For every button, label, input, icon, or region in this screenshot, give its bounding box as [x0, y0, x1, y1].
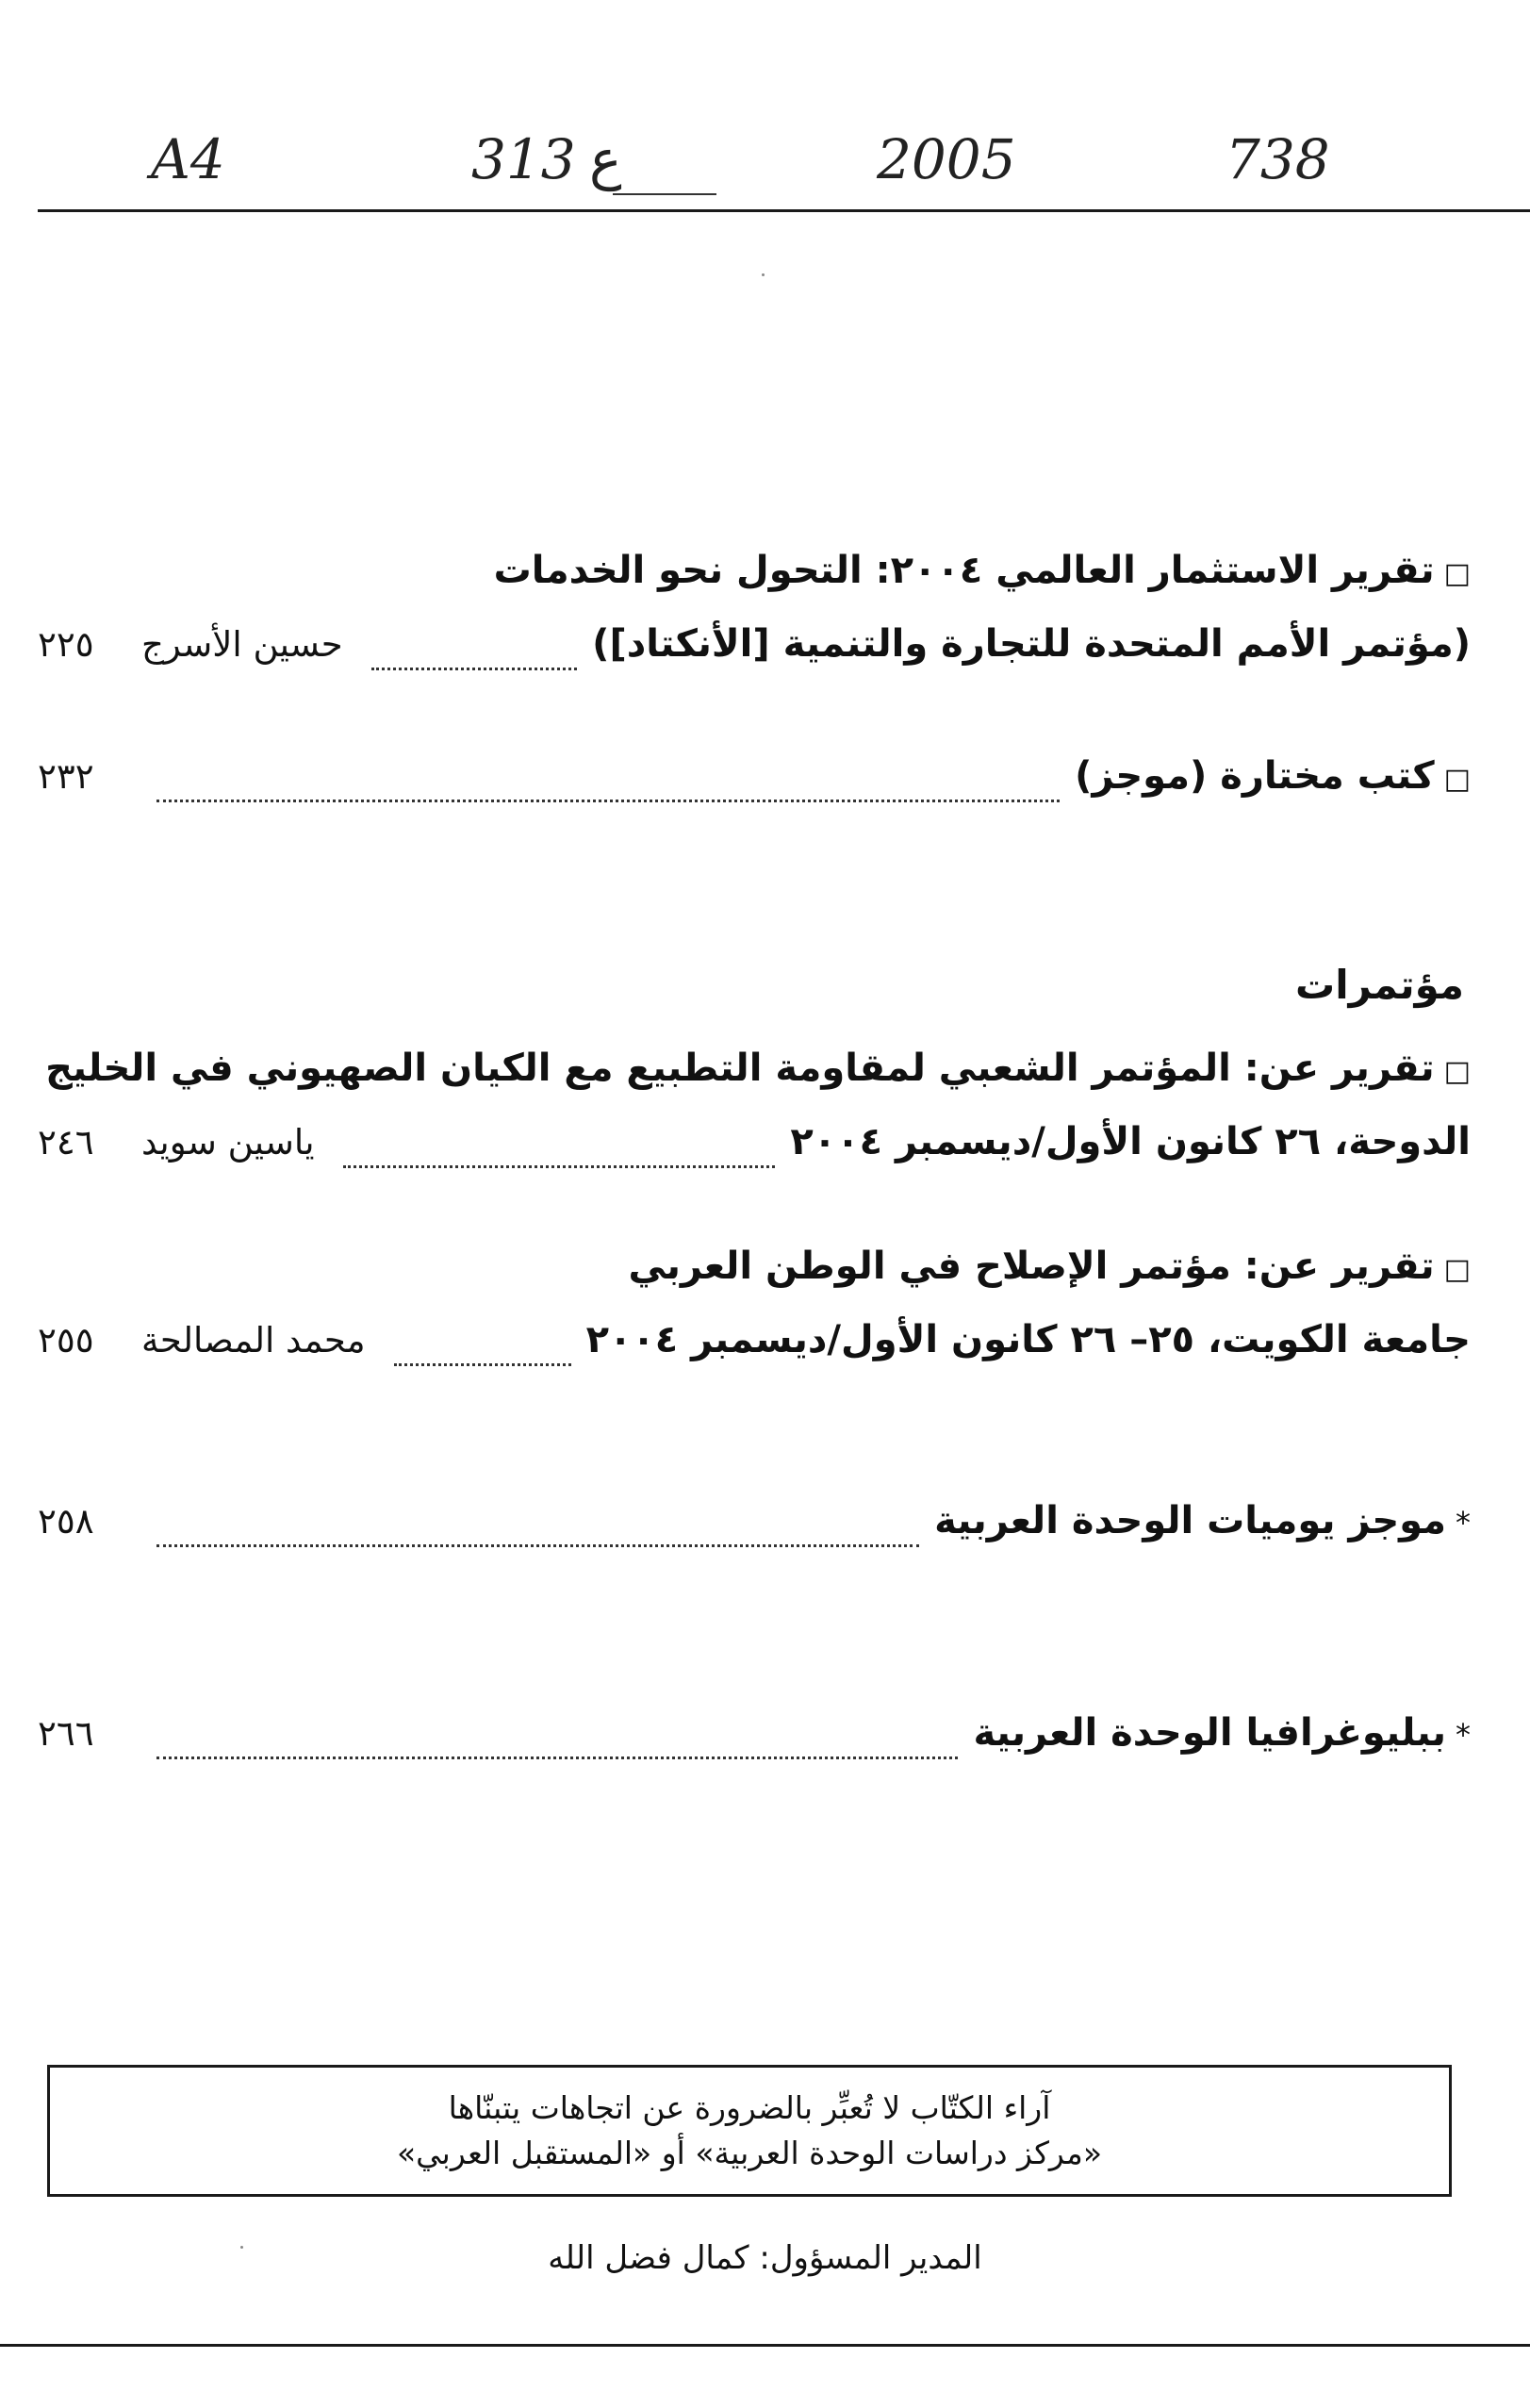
- entry-title-line: [38, 754, 1471, 828]
- entry-title-line: [38, 1047, 1471, 1120]
- entry-subtitle: الدوحة، ٢٦ كانون الأول/ديسمبر ٢٠٠٤: [790, 1120, 1471, 1163]
- entry-title-line: [38, 1711, 1471, 1785]
- entry-subtitle-line: [38, 622, 1471, 696]
- toc-entry: [38, 1245, 1471, 1392]
- toc-entry: [38, 1047, 1471, 1194]
- handwritten-page: 738: [1226, 127, 1330, 191]
- checkbox-icon: □: [1443, 1055, 1471, 1088]
- handwritten-year: 2005: [877, 127, 1016, 191]
- entry-author: ياسين سويد: [141, 1122, 315, 1163]
- toc-entry: [38, 1499, 1471, 1573]
- toc-entry: [38, 754, 1471, 828]
- entry-title-line: [38, 1245, 1471, 1318]
- entry-page: ٢٥٥: [38, 1320, 94, 1361]
- entry-title-line: [38, 1499, 1471, 1573]
- entry-page: ٢٥٨: [38, 1501, 94, 1542]
- leader-dots: [343, 1165, 776, 1168]
- entry-subtitle-line: [38, 1318, 1471, 1392]
- director-line: المدير المسؤول: كمال فضل الله: [548, 2239, 982, 2277]
- entry-subtitle: جامعة الكويت، ٢٥– ٢٦ كانون الأول/ديسمبر ٢٠٠٤: [585, 1318, 1471, 1361]
- entry-author: محمد المصالحة: [141, 1320, 366, 1361]
- section-heading: مؤتمرات: [1295, 962, 1464, 1008]
- leader-dots: [394, 1363, 571, 1366]
- entry-title: تقرير عن: مؤتمر الإصلاح في الوطن العربي: [628, 1245, 1435, 1288]
- bottom-rule: [0, 2344, 1530, 2347]
- handwritten-underline: [613, 193, 716, 195]
- handwritten-number: 313: [471, 127, 576, 191]
- entry-title: تقرير عن: المؤتمر الشعبي لمقاومة التطبيع مع الكيان الصهيوني في الخليج: [45, 1047, 1435, 1090]
- entry-title: ببليوغرافيا الوحدة العربية: [973, 1711, 1446, 1755]
- entry-subtitle: (مؤتمر الأمم المتحدة للتجارة والتنمية [الأنكتاد]): [592, 622, 1471, 666]
- entry-page: ٢٣٢: [38, 756, 94, 797]
- checkbox-icon: □: [1443, 763, 1471, 796]
- leader-dots: [156, 1757, 958, 1759]
- entry-page: ٢٤٦: [38, 1122, 94, 1163]
- toc-entry: [38, 549, 1471, 696]
- top-rule: [38, 209, 1530, 212]
- checkbox-icon: □: [1443, 557, 1471, 590]
- toc-entry: [38, 1711, 1471, 1785]
- handwritten-code: A4: [151, 127, 225, 191]
- entry-page: ٢٦٦: [38, 1713, 94, 1754]
- handwritten-letter: ع: [589, 127, 622, 191]
- entry-title: موجز يوميات الوحدة العربية: [934, 1499, 1446, 1542]
- entry-page: ٢٢٥: [38, 624, 94, 665]
- asterisk-icon: *: [1456, 1505, 1471, 1541]
- checkbox-icon: □: [1443, 1253, 1471, 1286]
- leader-dots: [156, 1544, 919, 1547]
- scan-speck: [762, 273, 765, 276]
- entry-title: تقرير الاستثمار العالمي ٢٠٠٤: التحول نحو الخدمات: [493, 549, 1435, 592]
- disclaimer-box: [47, 2065, 1452, 2197]
- leader-dots: [156, 800, 1060, 802]
- entry-author: حسين الأسرج: [141, 624, 343, 665]
- leader-dots: [371, 668, 578, 670]
- disclaimer-line: «مركز دراسات الوحدة العربية» أو «المستقبل العربي»: [396, 2135, 1103, 2171]
- asterisk-icon: *: [1456, 1717, 1471, 1753]
- entry-subtitle-line: [38, 1120, 1471, 1194]
- entry-title: كتب مختارة (موجز): [1075, 754, 1435, 798]
- entry-title-line: [38, 549, 1471, 622]
- disclaimer-line: آراء الكتّاب لا تُعبِّر بالضرورة عن اتجاهات يتبنّاها: [448, 2089, 1051, 2126]
